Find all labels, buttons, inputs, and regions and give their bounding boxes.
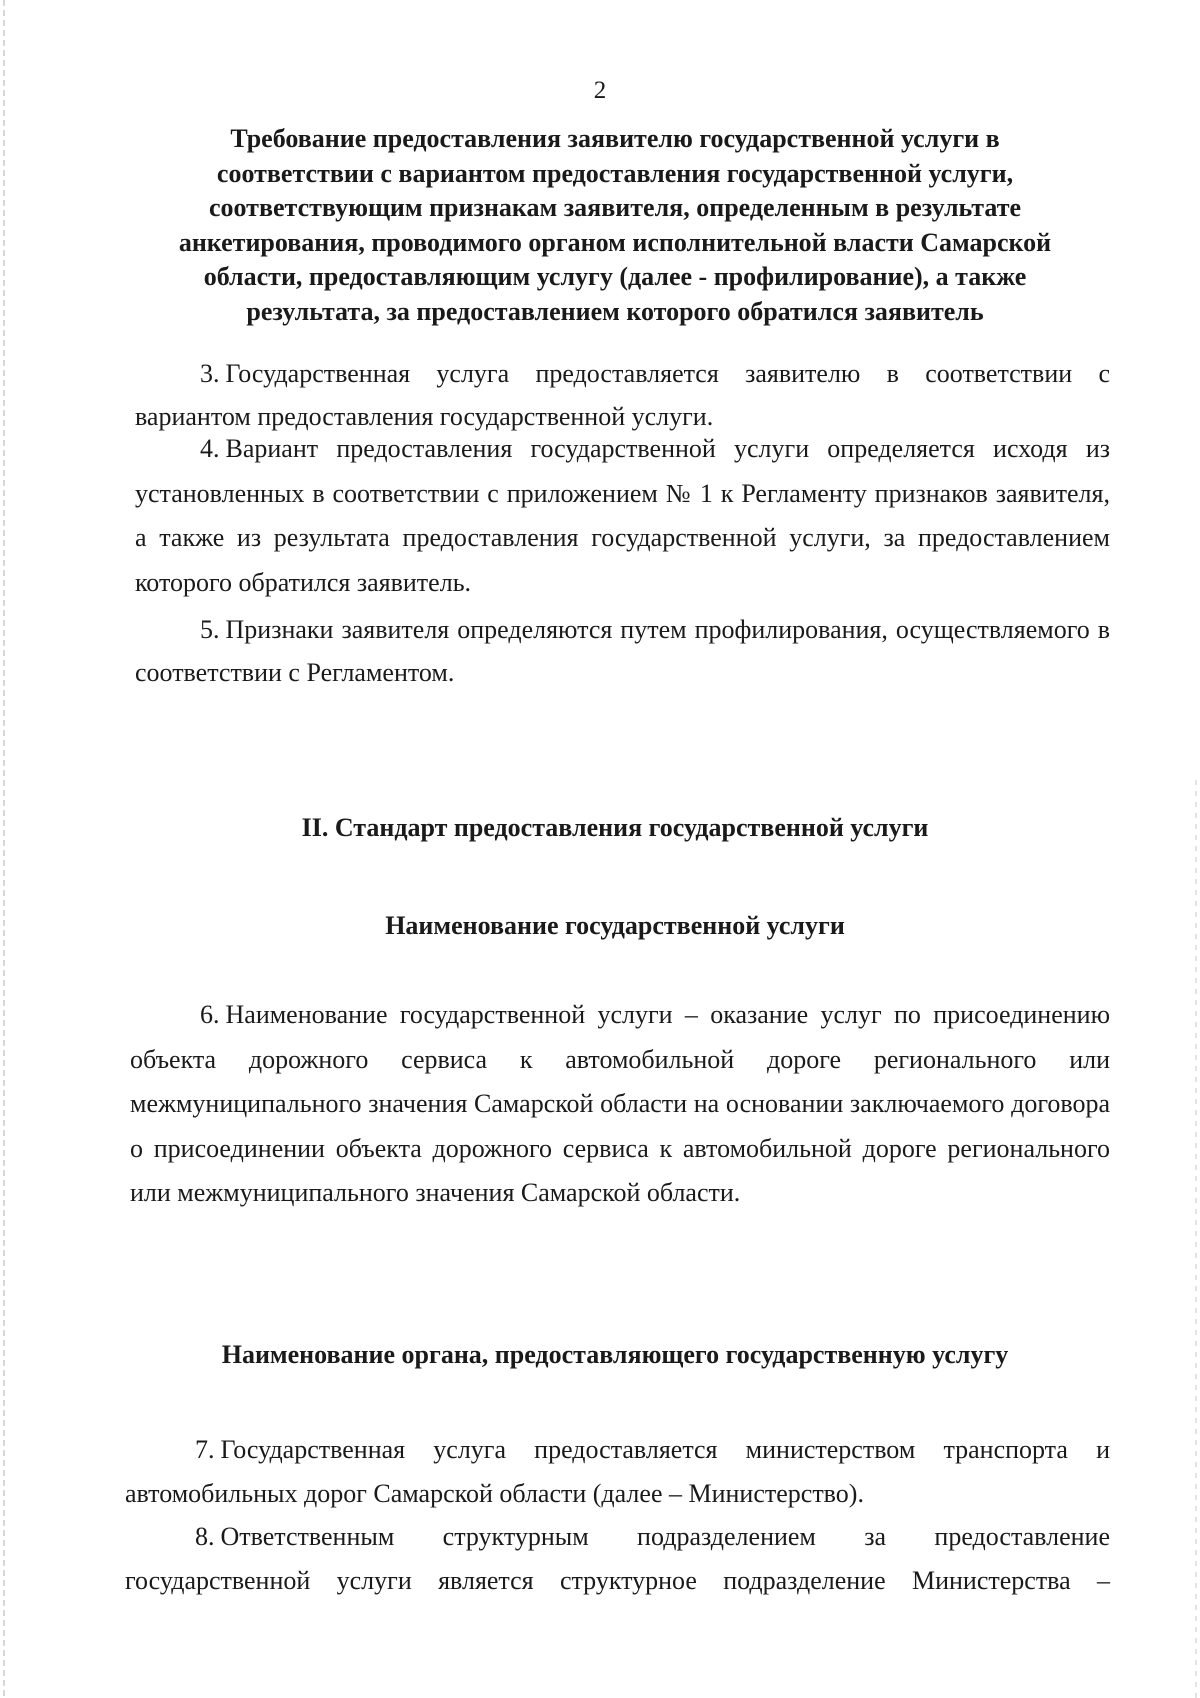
paragraph-number: 6. (200, 1000, 220, 1029)
paragraph-3 (135, 352, 1110, 438)
paragraph-7 (125, 1428, 1110, 1516)
paragraph-text: Государственная услуга предоставляется министерством транспорта и автомобильных дорог Самарской области (далее – Министерство). (125, 1435, 1110, 1508)
scan-edge-left (3, 0, 5, 1698)
paragraph-number: 4. (200, 434, 220, 463)
paragraph-8 (125, 1515, 1110, 1603)
paragraph-number: 7. (195, 1435, 215, 1464)
paragraph-text: Ответственным структурным подразделением за предоставление государственной услуги является структурное подразделение Министерства – (125, 1522, 1110, 1595)
heading-service-name: Наименование государственной услуги (385, 911, 845, 940)
heading-line: соответствии с вариантом предоставления государственной услуги, (216, 158, 1014, 188)
paragraph-number: 3. (200, 359, 220, 388)
heading-line: области, предоставляющим услугу (далее - профилирование), а также (203, 262, 1027, 291)
heading-requirement (120, 122, 1110, 329)
paragraph-text: Наименование государственной услуги – оказание услуг по присоединению объекта дорожного сервиса к автомобильной дороге регионального или межмуниципального значения Самарской области на основании заключаемого договора о присоединении объекта дорожного сервиса к автомобильной дороге регионального или межмуниципального значения Самарской области. (130, 1000, 1110, 1208)
paragraph-text: Вариант предоставления государственной услуги определяется исходя из установленных в соответствии с приложением № 1 к Регламенту признаков заявителя, а также из результата предоставления государственной услуги, за предоставлением которого обратился заявитель. (135, 434, 1110, 597)
heading-line: соответствующим признакам заявителя, определенным в результате (208, 193, 1022, 222)
scan-edge-right (1195, 780, 1197, 1698)
paragraph-text: Признаки заявителя определяются путем профилирования, осуществляемого в соответствии с Регламентом. (135, 615, 1110, 687)
paragraph-number: 5. (200, 615, 220, 644)
paragraph-5 (135, 608, 1110, 694)
paragraph-text: Государственная услуга предоставляется заявителю в соответствии с вариантом предоставления государственной услуги. (135, 359, 1110, 431)
paragraph-number: 8. (195, 1522, 215, 1551)
page-number: 2 (593, 77, 607, 104)
heading-line: анкетирования, проводимого органом исполнительной власти Самарской (178, 227, 1052, 257)
section-title-standard: II. Стандарт предоставления государственной услуги (301, 813, 929, 842)
heading-line: результата, за предоставлением которого обратился заявитель (246, 296, 984, 326)
paragraph-4 (135, 427, 1110, 605)
heading-line: Требование предоставления заявителю государственной услуги в (230, 124, 1000, 153)
heading-authority: Наименование органа, предоставляющего государственную услугу (221, 1340, 1009, 1369)
paragraph-6 (130, 993, 1110, 1216)
